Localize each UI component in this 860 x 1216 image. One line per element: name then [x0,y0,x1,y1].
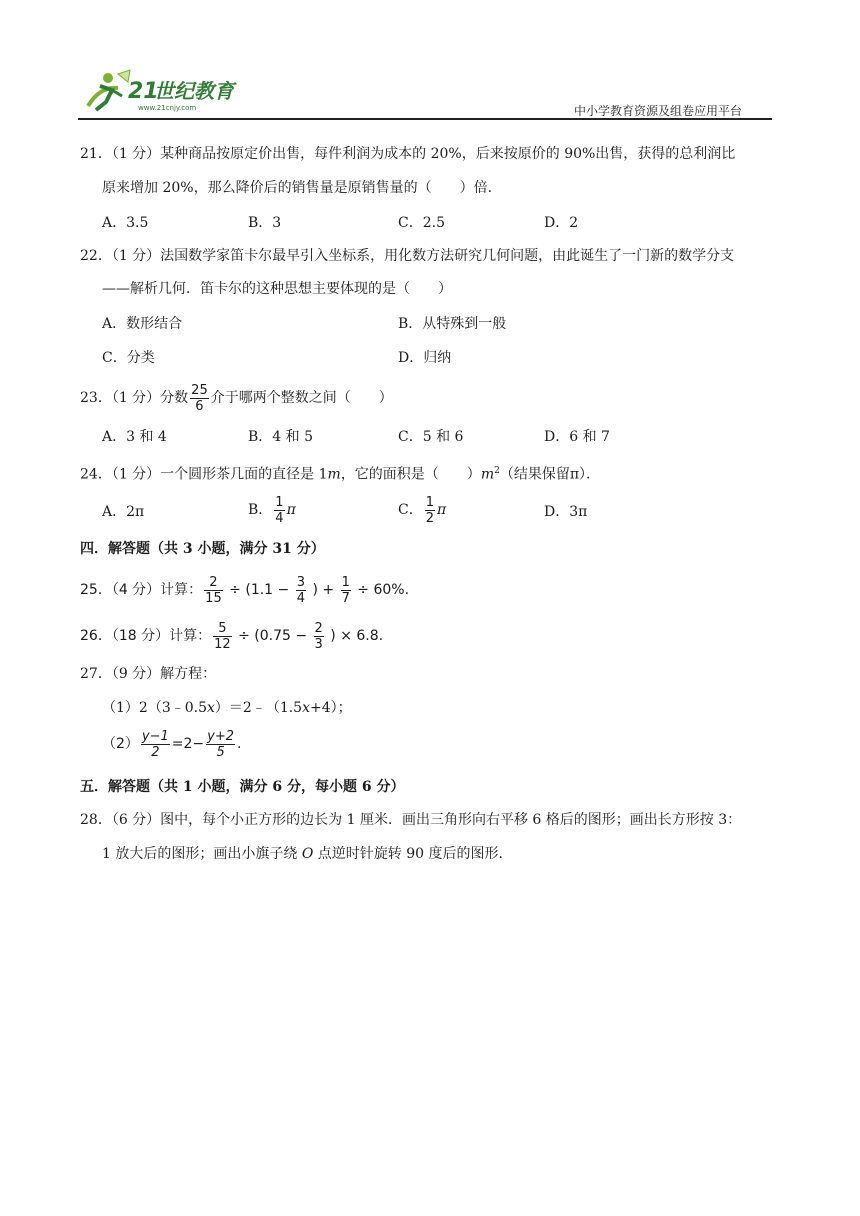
q25-frac2 [296,575,306,606]
q27-part2-end: . [237,736,242,752]
q26-frac1-den: 12 [214,636,231,652]
q24-option-b-pi: π [286,502,296,518]
q23-fraction [190,383,209,414]
q24-option-a: A．2π [102,504,145,520]
q26-op2: ) × 6.8. [330,628,384,644]
q27-part2-frac2 [206,729,235,760]
q23-prefix: 23．（1 分）分数 [80,390,189,406]
q26-frac1-num: 5 [213,621,232,637]
q24-sup: 2 [494,466,500,476]
q26-frac2-den: 3 [314,636,323,652]
q23-option-c: C．5 和 6 [398,429,464,445]
q27-part2-frac1 [141,729,170,760]
q28-line2-a: 1 放大后的图形；画出小旗子绕 [102,846,302,862]
q27-title: 27．（9 分）解方程： [80,666,217,682]
q24-middle: ，它的面积是（ ） [340,466,481,483]
q26-frac1 [213,621,232,652]
q26-frac2 [314,621,324,652]
q27-part1 [102,698,352,718]
q22-option-a: A．数形结合 [102,316,183,332]
q24-prefix: 24．（1 分）一个圆形茶几面的直径是 1 [80,466,328,483]
q21-option-b: B．3 [248,215,282,231]
q27-part2-mid: =2− [171,736,205,752]
q21-option-d: D．2 [544,215,579,231]
q24-option-c [398,490,446,530]
q24-option-c-num: 1 [425,494,434,510]
q22-line2: ——解析几何．笛卡尔的这种思想主要体现的是（ ） [102,281,452,297]
q24-option-c-den: 2 [425,510,434,526]
q21-option-c: C．2.5 [398,215,445,231]
q25-frac2-den: 4 [296,590,305,606]
q22-option-b: B．从特殊到一般 [398,316,507,332]
q24-option-c-label: C． [398,502,423,518]
q24-line [80,461,600,485]
logo-21cnjy [78,66,258,116]
q22-option-c: C．分类 [102,350,155,366]
q25-frac1 [204,575,223,606]
q23-option-d: D．6 和 7 [544,429,610,445]
q25-frac3-den: 7 [341,590,350,606]
q24-option-b-den: 4 [275,510,284,526]
q27-part2-frac1-den: 2 [151,744,160,760]
q27-part1-x2: x [302,700,310,716]
q26-line [80,616,383,656]
q24-option-b-frac [274,495,284,526]
svg-text:世纪教育: 世纪教育 [154,79,234,103]
svg-text:21: 21 [128,79,159,104]
q22-option-d: D．归纳 [398,350,452,366]
q24-unit-m2: m [480,466,495,483]
q27-part1-b: ）＝2﹣（1.5 [214,700,303,716]
section-4-heading: 四．解答题（共 3 小题，满分 31 分） [80,541,325,557]
q27-part2-label: （2） [102,736,139,752]
q25-prefix: 25．（4 分）计算： [80,582,203,598]
q26-frac2-num: 2 [314,620,323,636]
q27-part2 [102,724,241,764]
platform-name: 中小学教育资源及组卷应用平台 [573,104,742,118]
q25-frac2-num: 3 [296,574,305,590]
q25-frac1-den: 15 [205,590,222,606]
q22-line1: 22．（1 分）法国数学家笛卡尔最早引入坐标系，用化数方法研究几何问题，由此诞生了一门新的数学分支 [80,248,735,264]
q24-option-c-frac [425,495,435,526]
q23-option-b: B．4 和 5 [248,429,314,445]
q23-line [80,380,393,416]
q25-op2: ) + [312,582,335,598]
q28-line2-b: 点逆时针旋转 90 度后的图形． [313,846,513,862]
svg-text:www.21cnjy.com: www.21cnjy.com [138,104,197,112]
q28-line2 [102,844,512,864]
q27-part1-x1: x [207,700,215,716]
q23-frac-num: 25 [191,382,208,398]
q24-suffix: （结果保留π）． [499,466,601,483]
q25-op3: ÷ 60%. [357,582,410,598]
q26-prefix: 26．（18 分）计算： [80,628,212,644]
q24-option-b-num: 1 [275,494,284,510]
q27-part2-frac2-num: y+2 [207,728,235,744]
q23-frac-den: 6 [195,398,204,414]
q25-frac3 [341,575,351,606]
q28-point-o: O [301,846,314,862]
page-header [78,66,772,120]
q24-option-b-label: B． [248,502,273,518]
q25-frac1-num: 2 [204,575,223,591]
q24-option-c-pi: π [437,502,447,518]
header-divider [78,118,772,120]
q21-option-a: A．3.5 [102,215,149,231]
q27-part1-c: +4）； [309,700,352,716]
q25-op1: ÷ (1.1 − [229,582,290,598]
q27-part2-frac1-num: y−1 [141,728,169,744]
q26-op1: ÷ (0.75 − [238,628,308,644]
section-5-heading: 五．解答题（共 1 小题，满分 6 分，每小题 6 分） [80,779,405,795]
q21-line1: 21．（1 分）某种商品按原定价出售，每件利润为成本的 20%，后来按原价的 90%出售，获得的总利润比 [80,146,736,162]
q24-option-d: D．3π [544,504,588,520]
q24-option-b [248,490,296,530]
q27-part2-frac2-den: 5 [216,744,225,760]
q25-frac3-num: 1 [341,574,350,590]
q25-line [80,570,409,610]
q23-option-a: A．3 和 4 [102,429,167,445]
q23-suffix: 介于哪两个整数之间（ ） [210,390,393,406]
q24-unit-m: m [327,466,341,483]
q21-line2: 原来增加 20%，那么降价后的销售量是原销售量的（ ）倍． [102,180,502,196]
q28-line1: 28．（6 分）图中，每个小正方形的边长为 1 厘米．画出三角形向右平移 6 格后的图形；画出长方形按 3： [80,812,742,828]
q27-part1-a: （1）2（3﹣0.5 [102,700,207,716]
